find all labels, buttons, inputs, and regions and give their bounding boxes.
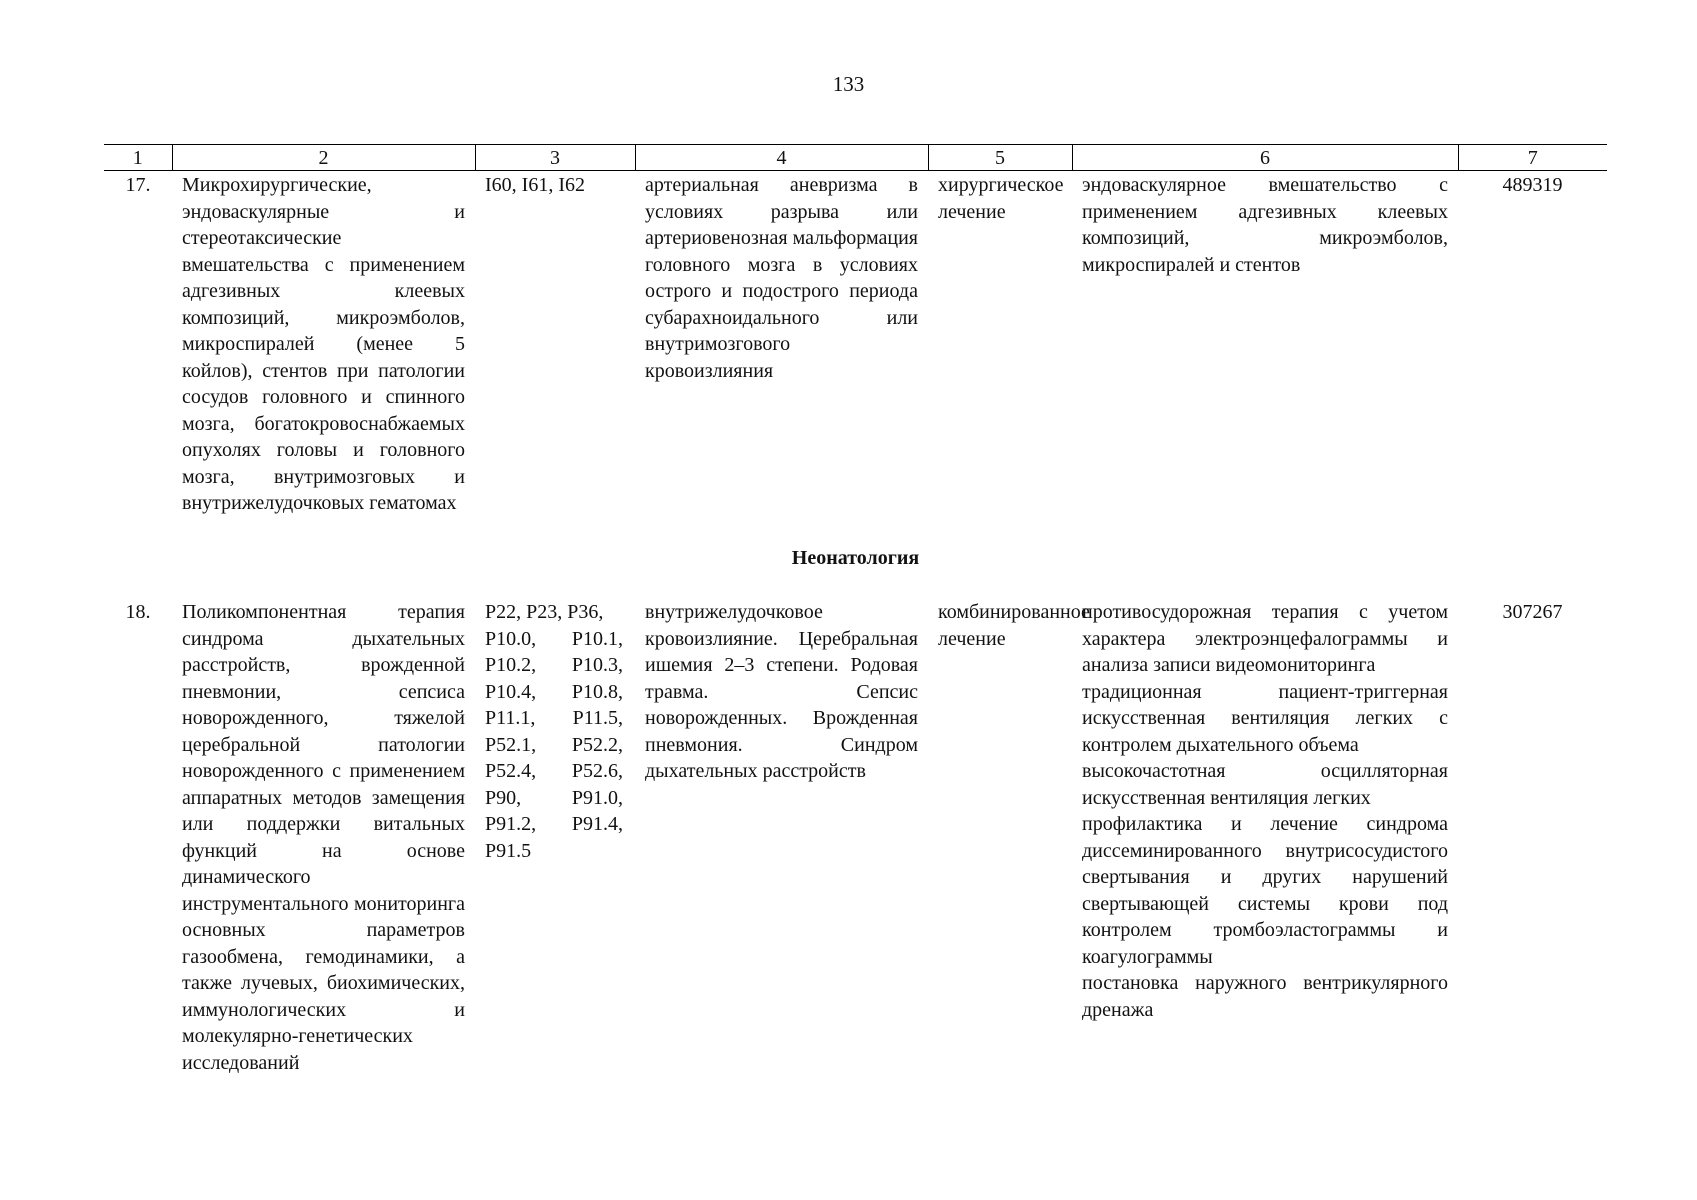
row-number: 17.: [125, 174, 151, 196]
service-name: Микрохирургические, эндоваскулярные и стереотаксические вмешательства с применением адгезивных клеевых композиций, микроэмболов, микроспиралей (менее 5 койлов), стентов при патологии сосудов головного и спинного мозга, богатокровоснабжаемых опухолях головы и головного мозга, внутримозговых и внутрижелудочковых гематомах: [182, 174, 465, 514]
price: 489319: [1502, 174, 1563, 196]
column-number: 1: [104, 145, 172, 171]
patient-model: внутрижелудочковое кровоизлияние. Церебральная ишемия 2–3 степени. Родовая травма. Сепсис новорожденных. Врожденная пневмония. Синдром дыхательных расстройств: [645, 601, 918, 782]
code-item: P91.5: [485, 839, 532, 862]
treatment-method: традиционная пациент-триггерная искусственная вентиляция легких с контролем дыхательного объема: [1082, 680, 1448, 756]
column-number: 6: [1072, 145, 1458, 171]
code-item: P10.2,: [485, 654, 537, 676]
treatment-method: постановка наружного вентрикулярного дренажа: [1082, 972, 1448, 1021]
row-number: 18.: [125, 601, 151, 623]
page-number: 133: [832, 72, 865, 96]
treatment-type: комбинированное лечение: [938, 601, 1090, 650]
services-table: [104, 144, 1607, 1076]
code-item: P22, P23, P36,: [485, 601, 604, 623]
code-item: P52.4,: [485, 760, 537, 782]
treatment-method: противосудорожная терапия с учетом характера электроэнцефалограммы и анализа записи видеомониторинга: [1082, 601, 1448, 676]
column-number-row: [104, 145, 1607, 171]
service-name: Поликомпонентная терапия синдрома дыхательных расстройств, врожденной пневмонии, сепсиса новорожденного, тяжелой церебральной патологии новорожденного с применением аппаратных методов замещения или поддержки витальных функций на основе динамического инструментального мониторинга основных параметров газообмена, гемодинамики, а также лучевых, биохимических, иммунологических и молекулярно-генетических исследований: [182, 601, 465, 1074]
table-row: [104, 171, 1607, 517]
treatment-methods: [1072, 171, 1458, 517]
section-title: Неонатология: [791, 546, 920, 569]
code-list: [485, 599, 625, 864]
diagnosis-codes: [475, 599, 635, 1076]
code-item: P10.8,: [571, 680, 623, 703]
diagnosis-codes: I60, I61, I62: [485, 174, 585, 196]
code-item: P11.1,: [485, 707, 536, 729]
code-item: P52.1,: [485, 733, 537, 756]
column-number: 4: [635, 145, 928, 171]
treatment-methods: [1072, 599, 1458, 1076]
section-row: [104, 517, 1607, 600]
treatment-type: хирургическое лечение: [938, 174, 1064, 223]
column-number: 2: [172, 145, 475, 171]
price: 307267: [1502, 601, 1563, 623]
code-item: P91.4,: [571, 813, 623, 835]
code-item: P10.4,: [485, 680, 537, 703]
code-item: P10.3,: [571, 654, 623, 676]
treatment-method: профилактика и лечение синдрома диссеминированного внутрисосудистого свертывания и других нарушений свертывающей системы крови под контролем тромбоэластограммы и коагулограммы: [1082, 813, 1448, 968]
treatment-method: эндоваскулярное вмешательство с применением адгезивных клеевых композиций, микроэмболов, микроспиралей и стентов: [1082, 174, 1448, 276]
code-item: P90,: [485, 786, 522, 809]
code-item: P52.6,: [571, 760, 623, 782]
column-number: 3: [475, 145, 635, 171]
treatment-method: высокочастотная осцилляторная искусственная вентиляция легких: [1082, 760, 1448, 809]
code-item: P91.0,: [571, 786, 623, 809]
column-number: 7: [1458, 145, 1607, 171]
patient-model: артериальная аневризма в условиях разрыва или артериовенозная мальформация головного мозга в условиях острого и подострого периода субарахноидального или внутримозгового кровоизлияния: [645, 174, 918, 382]
code-item: P10.1,: [571, 627, 623, 650]
code-item: P52.2,: [571, 733, 623, 756]
code-item: P91.2,: [485, 813, 537, 835]
code-item: P11.5,: [572, 707, 623, 729]
column-number: 5: [928, 145, 1072, 171]
code-item: P10.0,: [485, 627, 537, 650]
table-row: [104, 599, 1607, 1076]
